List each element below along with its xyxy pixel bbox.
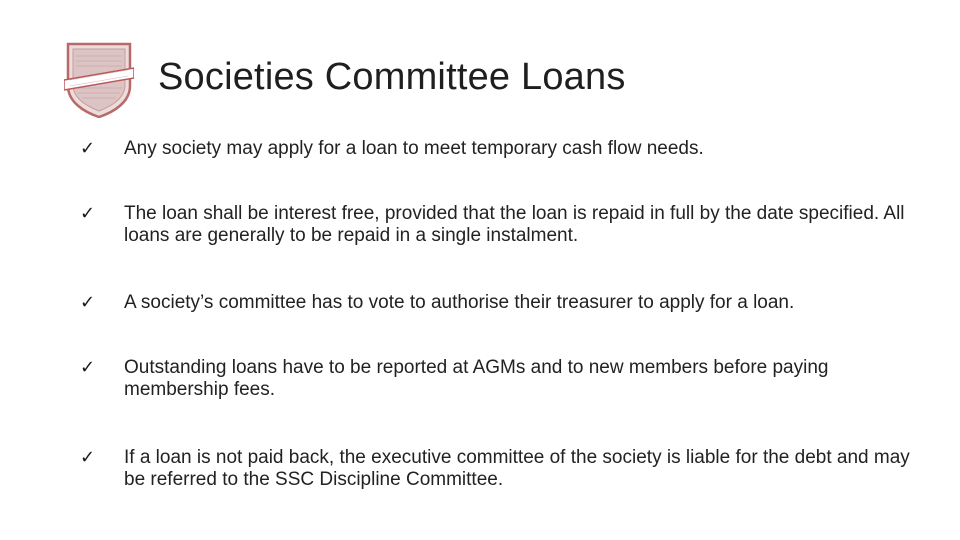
- bullet-item: [80, 138, 930, 160]
- checkmark-icon: ✓: [80, 447, 96, 468]
- checkmark-icon: ✓: [80, 203, 96, 224]
- bullet-text: A society’s committee has to vote to authorise their treasurer to apply for a loan.: [124, 292, 795, 313]
- bullet-item: [80, 447, 930, 491]
- checkmark-icon: ✓: [80, 138, 96, 159]
- bullet-text: Any society may apply for a loan to meet temporary cash flow needs.: [124, 138, 704, 159]
- bullet-item: [80, 203, 930, 247]
- bullet-text: Outstanding loans have to be reported at AGMs and to new members before paying membership fees.: [124, 357, 829, 400]
- bullet-text: The loan shall be interest free, provided that the loan is repaid in full by the date specified. All loans are generally to be repaid in a single instalment.: [124, 203, 905, 246]
- checkmark-icon: ✓: [80, 292, 96, 313]
- bullet-item: [80, 292, 930, 314]
- bullet-item: [80, 357, 930, 401]
- slide-title: Societies Committee Loans: [158, 56, 626, 98]
- bullet-text: If a loan is not paid back, the executive committee of the society is liable for the debt and may be referred to the SSC Discipline Committee.: [124, 447, 910, 490]
- checkmark-icon: ✓: [80, 357, 96, 378]
